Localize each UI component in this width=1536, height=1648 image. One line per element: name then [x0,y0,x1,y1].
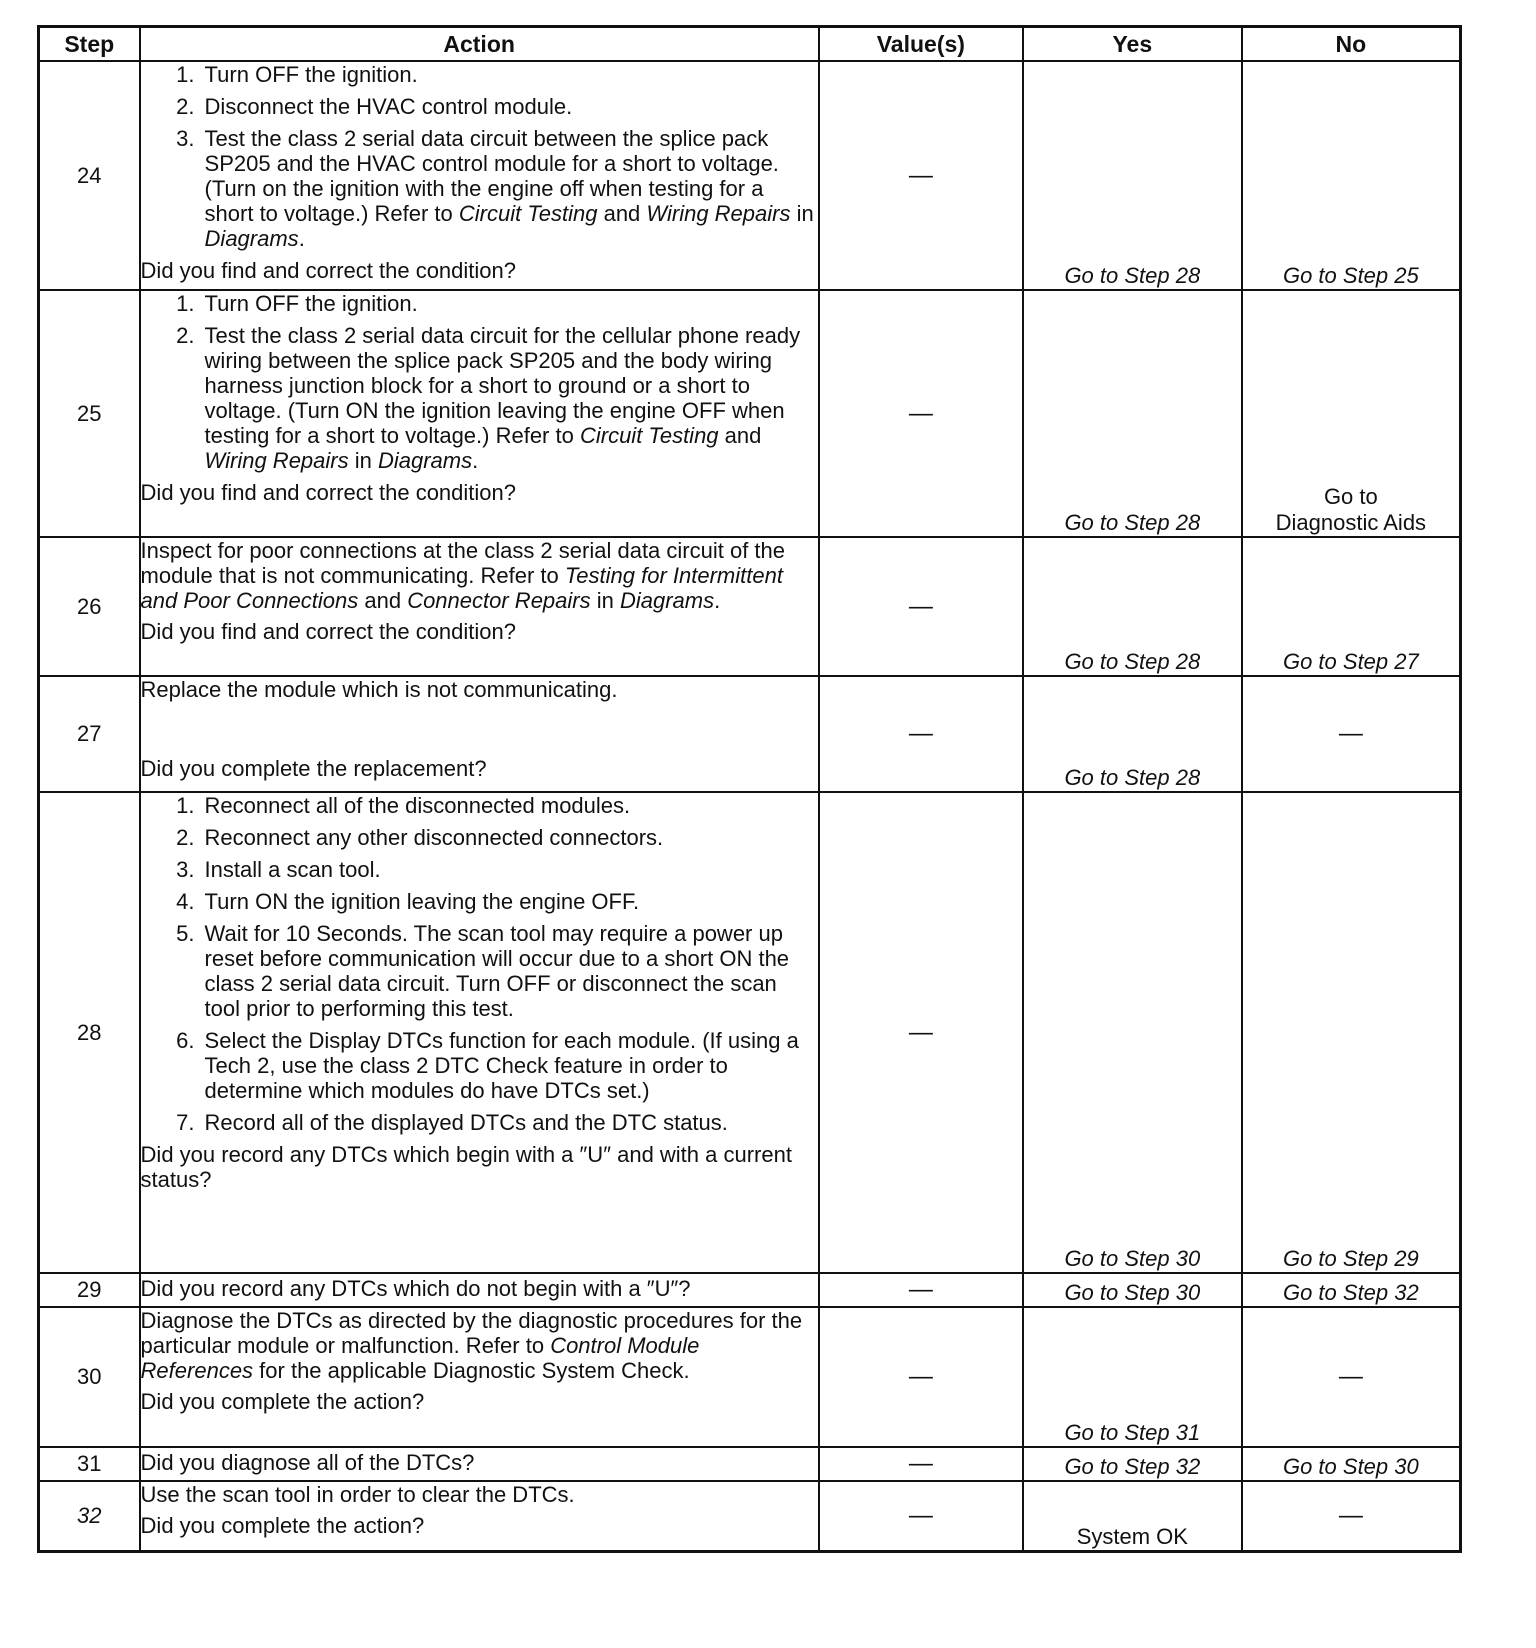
action-cell [140,290,819,537]
value-cell: — [819,792,1023,1273]
action-steps [141,291,818,473]
step-number: 27 [39,676,140,792]
action-ref: Circuit Testing [458,201,598,226]
table-row-step-29 [39,1273,1461,1307]
action-ref: Diagrams [377,448,473,473]
table-row-step-24 [39,61,1461,290]
step-number-text: 32 [77,1502,102,1528]
yes-cell: Go to Step 28 [1023,61,1242,290]
header-step: Step [39,27,140,62]
value-cell: — [819,290,1023,537]
action-step: 3. Test the class 2 serial data circuit between the splice pack SP205 and the HVAC control module for a short to voltage. (Turn on the ignition with the engine off when testing for a short to voltage.) Refer to Circuit Testing and Wiring Repairs in Diagrams. [201,126,818,251]
action-question: Did you diagnose all of the DTCs? [140,1450,475,1475]
no-cell: Go to Step 27 [1242,537,1461,676]
step-number: 30 [39,1307,140,1447]
action-question: Did you record any DTCs which begin with a ″U″ and with a current status? [140,1142,792,1192]
yes-cell: Go to Step 28 [1023,676,1242,792]
table-row-step-31 [39,1447,1461,1481]
action-step: 1. Turn OFF the ignition. [201,291,818,316]
action-question: Did you find and correct the condition? [140,480,516,505]
no-cell [1242,290,1461,537]
yes-cell: Go to Step 30 [1023,792,1242,1273]
value-cell: — [819,1273,1023,1307]
table-row-step-32 [39,1481,1461,1551]
action-step: 1. Turn OFF the ignition. [201,62,818,87]
table-row-step-30 [39,1307,1461,1447]
table-row-step-25 [39,290,1461,537]
yes-cell: Go to Step 30 [1023,1273,1242,1307]
no-cell: — [1242,1307,1461,1447]
action-question: Did you record any DTCs which do not begin with a ″U″? [140,1276,691,1301]
action-ref: Wiring Repairs [204,448,349,473]
action-cell [140,676,819,792]
no-cell: Go to Step 29 [1242,792,1461,1273]
no-cell: — [1242,1481,1461,1551]
step-number: 28 [39,792,140,1273]
action-step: 2. Reconnect any other disconnected connectors. [201,825,818,850]
yes-cell: Go to Step 28 [1023,537,1242,676]
action-steps [141,793,818,1135]
step-number: 31 [39,1447,140,1481]
yes-cell: Go to Step 28 [1023,290,1242,537]
step-number: 25 [39,290,140,537]
header-values: Value(s) [819,27,1023,62]
action-paragraph: Replace the module which is not communicating. [140,677,618,702]
no-cell: Go to Step 30 [1242,1447,1461,1481]
step-number: 26 [39,537,140,676]
header-action: Action [140,27,819,62]
action-ref: Connector Repairs [407,588,591,613]
no-cell: — [1242,676,1461,792]
action-cell [140,537,819,676]
value-cell: — [819,1307,1023,1447]
action-ref: Diagrams [619,588,715,613]
action-steps [141,62,818,251]
no-cell-line: Diagnostic Aids [1275,510,1427,535]
no-cell: Go to Step 32 [1242,1273,1461,1307]
action-question: Did you find and correct the condition? [140,619,516,644]
action-ref: Diagrams [204,226,299,251]
header-row [39,27,1461,62]
step-number: 29 [39,1273,140,1307]
value-cell: — [819,1481,1023,1551]
action-question: Did you complete the replacement? [140,756,487,781]
action-step: 4. Turn ON the ignition leaving the engine OFF. [201,889,818,914]
action-step: 7. Record all of the displayed DTCs and the DTC status. [201,1110,818,1135]
action-ref: Circuit Testing [579,423,719,448]
action-question: Did you complete the action? [140,1513,425,1538]
action-step: 1. Reconnect all of the disconnected modules. [201,793,818,818]
action-cell [140,1273,819,1307]
yes-cell: Go to Step 31 [1023,1307,1242,1447]
action-question: Did you find and correct the condition? [140,258,516,283]
action-question: Did you complete the action? [140,1389,425,1414]
action-paragraph: Use the scan tool in order to clear the DTCs. [140,1482,575,1507]
header-no: No [1242,27,1461,62]
action-step: 6. Select the Display DTCs function for each module. (If using a Tech 2, use the class 2 DTC Check feature in order to determine which modules do have DTCs set.) [201,1028,818,1103]
action-ref: Wiring Repairs [646,201,791,226]
step-number [39,1481,140,1551]
action-step: 5. Wait for 10 Seconds. The scan tool may require a power up reset before communication will occur due to a short ON the class 2 serial data circuit. Turn OFF or disconnect the scan tool prior to performing this test. [201,921,818,1021]
value-cell: — [819,537,1023,676]
no-cell-line: Go to [1323,484,1378,509]
yes-cell: Go to Step 32 [1023,1447,1242,1481]
action-step: 2. Disconnect the HVAC control module. [201,94,818,119]
yes-cell: System OK [1023,1481,1242,1551]
value-cell: — [819,61,1023,290]
table-row-step-26 [39,537,1461,676]
step-number: 24 [39,61,140,290]
action-ref: Control Module References [140,1333,700,1383]
action-cell [140,61,819,290]
diagnostic-table-page [37,25,1462,1553]
table-row-step-27 [39,676,1461,792]
action-ref: Testing for Intermittent and Poor Connections [140,563,783,613]
action-step: 2. Test the class 2 serial data circuit for the cellular phone ready wiring between the splice pack SP205 and the body wiring harness junction block for a short to ground or a short to voltage. (Turn ON the ignition leaving the engine OFF when testing for a short to voltage.) Refer to Circuit Testing and Wiring Repairs in Diagrams. [201,323,818,473]
header-yes: Yes [1023,27,1242,62]
action-step: 3. Install a scan tool. [201,857,818,882]
action-paragraph: Diagnose the DTCs as directed by the diagnostic procedures for the particular module or malfunction. Refer to Control Module References for the applicable Diagnostic System Check. [140,1308,803,1383]
table-row-step-28 [39,792,1461,1273]
action-cell [140,1481,819,1551]
value-cell: — [819,1447,1023,1481]
action-cell [140,792,819,1273]
value-cell: — [819,676,1023,792]
no-cell: Go to Step 25 [1242,61,1461,290]
action-cell [140,1447,819,1481]
action-cell [140,1307,819,1447]
action-paragraph: Inspect for poor connections at the class 2 serial data circuit of the module that is not communicating. Refer to Testing for Intermittent and Poor Connections and Connector Repairs in Diagrams. [140,538,786,613]
diagnostic-table [37,25,1462,1553]
